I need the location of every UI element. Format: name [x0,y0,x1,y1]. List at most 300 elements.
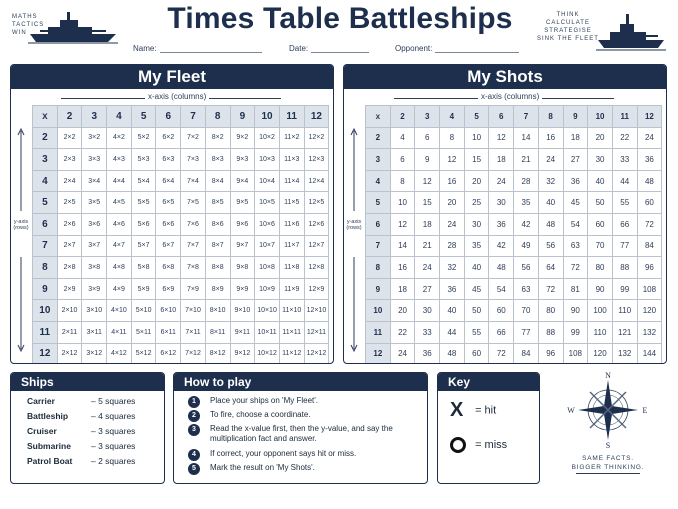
grid-cell[interactable]: 10 [464,127,489,149]
grid-cell[interactable]: 11×6 [279,213,304,235]
grid-cell[interactable]: 4×3 [107,149,132,171]
grid-cell[interactable]: 32 [538,170,563,192]
grid-cell[interactable]: 8×7 [205,235,230,257]
grid-cell[interactable]: 2×8 [57,257,82,279]
grid-cell[interactable]: 80 [538,300,563,322]
grid-cell[interactable]: 56 [538,235,563,257]
grid-cell[interactable]: 12×3 [304,149,329,171]
row-header: 2 [33,127,58,149]
grid-cell[interactable]: 6 [415,127,440,149]
grid-cell[interactable]: 4×12 [107,343,132,364]
grid-cell[interactable]: 18 [489,149,514,171]
grid-cell[interactable]: 12×6 [304,213,329,235]
grid-cell[interactable]: 14 [390,235,415,257]
ship-item: Submarine – 3 squares [27,441,136,451]
grid-cell[interactable]: 108 [637,278,662,300]
grid-cell[interactable]: 24 [415,257,440,279]
y-axis-label: y-axis (rows) [11,127,31,357]
grid-cell[interactable]: 48 [538,213,563,235]
grid-cell[interactable]: 11×4 [279,170,304,192]
grid-cell[interactable]: 11×7 [279,235,304,257]
grid-cell[interactable]: 90 [588,278,613,300]
grid-cell[interactable]: 2×10 [57,300,82,322]
grid-cell[interactable]: 70 [588,235,613,257]
grid-cell[interactable]: 5×8 [131,257,156,279]
grid-cell[interactable]: 5×7 [131,235,156,257]
grid-cell[interactable]: 4×6 [107,213,132,235]
grid-cell[interactable]: 27 [563,149,588,171]
grid-cell[interactable]: 96 [538,343,563,364]
grid-cell[interactable]: 8 [440,127,465,149]
grid-cell[interactable]: 12 [415,170,440,192]
grid-cell[interactable]: 60 [464,343,489,364]
column-header: 2 [390,106,415,128]
grid-cell[interactable]: 63 [563,235,588,257]
grid-cell[interactable]: 7×11 [181,321,206,343]
grid-cell[interactable]: 54 [563,213,588,235]
hit-icon: X [450,399,464,421]
grid-cell[interactable]: 2×11 [57,321,82,343]
grid-cell[interactable]: 11×11 [279,321,304,343]
row-header: 4 [366,170,391,192]
grid-cell[interactable]: 12 [390,213,415,235]
grid-cell[interactable]: 15 [415,192,440,214]
grid-cell[interactable]: 12×11 [304,321,329,343]
grid-cell[interactable]: 5×9 [131,278,156,300]
grid-cell[interactable]: 20 [588,127,613,149]
grid-cell[interactable]: 5×11 [131,321,156,343]
grid-cell[interactable]: 3×8 [82,257,107,279]
row-header: 2 [366,127,391,149]
grid-cell[interactable]: 120 [588,343,613,364]
grid-cell[interactable]: 5×5 [131,192,156,214]
grid-cell[interactable]: 12×9 [304,278,329,300]
grid-cell[interactable]: 66 [489,321,514,343]
row-header: 10 [366,300,391,322]
grid-cell[interactable]: 36 [489,213,514,235]
column-header: 5 [464,106,489,128]
grid-cell[interactable]: 5×4 [131,170,156,192]
grid-cell[interactable]: 8×4 [205,170,230,192]
grid-cell[interactable]: 10×9 [255,278,280,300]
grid-cell[interactable]: 18 [563,127,588,149]
grid-cell[interactable]: 7×9 [181,278,206,300]
column-header: 5 [131,106,156,128]
grid-cell[interactable]: 10×12 [255,343,280,364]
grid-cell[interactable]: 2×6 [57,213,82,235]
grid-cell[interactable]: 63 [514,278,539,300]
grid-cell[interactable]: 9 [415,149,440,171]
grid-cell[interactable]: 4×9 [107,278,132,300]
grid-cell[interactable]: 36 [440,278,465,300]
grid-cell[interactable]: 4×7 [107,235,132,257]
grid-cell[interactable]: 90 [563,300,588,322]
grid-cell[interactable]: 20 [464,170,489,192]
column-header: 4 [107,106,132,128]
ship-item: Patrol Boat – 2 squares [27,456,136,466]
grid-cell[interactable]: 4×11 [107,321,132,343]
grid-cell[interactable]: 110 [588,321,613,343]
grid-cell[interactable]: 9×5 [230,192,255,214]
row-header: 9 [366,278,391,300]
column-header: 8 [538,106,563,128]
grid-cell[interactable]: 15 [464,149,489,171]
grid-cell[interactable]: 11×8 [279,257,304,279]
column-header: 11 [279,106,304,128]
grid-cell[interactable]: 21 [514,149,539,171]
grid-cell[interactable]: 96 [637,257,662,279]
grid-cell[interactable]: 16 [440,170,465,192]
grid-cell[interactable]: 6×3 [156,149,181,171]
grid-cell[interactable]: 3×12 [82,343,107,364]
grid-cell[interactable]: 10×10 [255,300,280,322]
grid-cell[interactable]: 6×8 [156,257,181,279]
row-header: 12 [33,343,58,364]
grid-cell[interactable]: 2×12 [57,343,82,364]
grid-cell[interactable]: 9×10 [230,300,255,322]
grid-cell[interactable]: 36 [637,149,662,171]
grid-cell[interactable]: 44 [440,321,465,343]
grid-cell[interactable]: 88 [538,321,563,343]
grid-cell[interactable]: 81 [563,278,588,300]
grid-cell[interactable]: 33 [415,321,440,343]
grid-cell[interactable]: 8×10 [205,300,230,322]
row-header: 3 [33,149,58,171]
grid-cell[interactable]: 121 [612,321,637,343]
step-item: 4 If correct, your opponent says hit or miss. [188,449,420,459]
grid-cell[interactable]: 9×4 [230,170,255,192]
grid-cell[interactable]: 24 [440,213,465,235]
grid-cell[interactable]: 99 [612,278,637,300]
battleship-icon [596,12,666,52]
grid-cell[interactable]: 24 [637,127,662,149]
grid-cell[interactable]: 9×3 [230,149,255,171]
grid-cell[interactable]: 25 [464,192,489,214]
my-fleet-title: My Fleet [11,65,333,89]
grid-cell[interactable]: 28 [440,235,465,257]
tagline-right: THINK CALCULATE STRATEGISE SINK THE FLEET [537,12,599,42]
grid-cell[interactable]: 10×3 [255,149,280,171]
grid-cell[interactable]: 2×2 [57,127,82,149]
grid-cell[interactable]: 11×9 [279,278,304,300]
grid-cell[interactable]: 7×12 [181,343,206,364]
grid-cell[interactable]: 24 [489,170,514,192]
grid-cell[interactable]: 8×2 [205,127,230,149]
grid-cell[interactable]: 11×10 [279,300,304,322]
grid-cell[interactable]: 3×4 [82,170,107,192]
grid-cell[interactable]: 16 [538,127,563,149]
grid-cell[interactable]: 11×3 [279,149,304,171]
grid-cell[interactable]: 16 [390,257,415,279]
y-axis-label: y-axis (rows) [344,127,364,357]
grid-cell[interactable]: 84 [637,235,662,257]
grid-cell[interactable]: 132 [637,321,662,343]
grid-cell[interactable]: 3×6 [82,213,107,235]
grid-cell[interactable]: 60 [588,213,613,235]
grid-cell[interactable]: 10 [390,192,415,214]
grid-cell[interactable]: 7×5 [181,192,206,214]
tagline-left: MATHS TACTICS WIN [12,14,45,36]
grid-cell[interactable]: 10×6 [255,213,280,235]
grid-cell[interactable]: 56 [514,257,539,279]
grid-cell[interactable]: 12×8 [304,257,329,279]
grid-cell[interactable]: 14 [514,127,539,149]
grid-cell[interactable]: 80 [588,257,613,279]
grid-cell[interactable]: 6×2 [156,127,181,149]
shots-grid [365,105,662,364]
grid-cell[interactable]: 120 [637,300,662,322]
grid-cell[interactable]: 4×4 [107,170,132,192]
grid-cell[interactable]: 36 [563,170,588,192]
grid-cell[interactable]: 77 [514,321,539,343]
grid-cell[interactable]: 6×10 [156,300,181,322]
grid-cell[interactable]: 7×10 [181,300,206,322]
grid-cell[interactable]: 6×6 [156,213,181,235]
grid-cell[interactable]: 12×12 [304,343,329,364]
grid-cell[interactable]: 3×7 [82,235,107,257]
grid-cell[interactable]: 7×3 [181,149,206,171]
column-header: 10 [588,106,613,128]
row-header: 11 [33,321,58,343]
grid-cell[interactable]: 20 [390,300,415,322]
grid-cell[interactable]: 9×11 [230,321,255,343]
grid-cell[interactable]: 54 [489,278,514,300]
grid-cell[interactable]: 6 [390,149,415,171]
grid-cell[interactable]: 6×9 [156,278,181,300]
grid-cell[interactable]: 42 [489,235,514,257]
grid-cell[interactable]: 48 [637,170,662,192]
fleet-grid [32,105,329,364]
grid-cell[interactable]: 60 [489,300,514,322]
opponent-label: Opponent: [395,44,433,53]
grid-cell[interactable]: 50 [464,300,489,322]
grid-cell[interactable]: 9×12 [230,343,255,364]
grid-cell[interactable]: 6×12 [156,343,181,364]
grid-cell[interactable]: 100 [588,300,613,322]
grid-cell[interactable]: 8×8 [205,257,230,279]
grid-cell[interactable]: 7×2 [181,127,206,149]
grid-cell[interactable]: 10×7 [255,235,280,257]
grid-cell[interactable]: 12×4 [304,170,329,192]
grid-cell[interactable]: 99 [563,321,588,343]
grid-cell[interactable]: 72 [538,278,563,300]
grid-cell[interactable]: 10×8 [255,257,280,279]
grid-cell[interactable]: 132 [612,343,637,364]
grid-cell[interactable]: 10×2 [255,127,280,149]
column-header: 3 [415,106,440,128]
grid-cell[interactable]: 18 [415,213,440,235]
date-label: Date: [289,44,309,53]
grid-cell[interactable]: 55 [612,192,637,214]
grid-cell[interactable]: 55 [464,321,489,343]
grid-cell[interactable]: 7×6 [181,213,206,235]
grid-cell[interactable]: 4×8 [107,257,132,279]
grid-cell[interactable]: 2×4 [57,170,82,192]
grid-cell[interactable]: 33 [612,149,637,171]
grid-cell[interactable]: 40 [588,170,613,192]
ship-item: Carrier – 5 squares [27,396,136,406]
grid-cell[interactable]: 7×8 [181,257,206,279]
grid-cell[interactable]: 8×11 [205,321,230,343]
grid-cell[interactable]: 27 [415,278,440,300]
grid-cell[interactable]: 108 [563,343,588,364]
grid-cell[interactable]: 88 [612,257,637,279]
grid-cell[interactable]: 110 [612,300,637,322]
grid-cell[interactable]: 4×5 [107,192,132,214]
key-miss: = miss [450,437,507,453]
grid-cell[interactable]: 3×2 [82,127,107,149]
grid-cell[interactable]: 10×5 [255,192,280,214]
grid-cell[interactable]: 72 [489,343,514,364]
row-header: 7 [33,235,58,257]
grid-cell[interactable]: 9×8 [230,257,255,279]
row-header: 8 [33,257,58,279]
grid-cell[interactable]: 45 [464,278,489,300]
grid-cell[interactable]: 4×10 [107,300,132,322]
grid-cell[interactable]: 22 [390,321,415,343]
grid-cell[interactable]: 2×3 [57,149,82,171]
grid-cell[interactable]: 24 [538,149,563,171]
grid-cell[interactable]: 8×5 [205,192,230,214]
grid-cell[interactable]: 6×4 [156,170,181,192]
my-fleet-panel [10,64,334,364]
grid-cell[interactable]: 8 [390,170,415,192]
row-header: 11 [366,321,391,343]
grid-cell[interactable]: 84 [514,343,539,364]
grid-cell[interactable]: 20 [440,192,465,214]
grid-cell[interactable]: 3×10 [82,300,107,322]
grid-cell[interactable]: 28 [514,170,539,192]
grid-cell[interactable]: 50 [588,192,613,214]
grid-cell[interactable]: 22 [612,127,637,149]
grid-cell[interactable]: 77 [612,235,637,257]
grid-cell[interactable]: 72 [563,257,588,279]
grid-cell[interactable]: 12×5 [304,192,329,214]
ships-box [10,372,165,484]
grid-cell[interactable]: 2×9 [57,278,82,300]
ship-item: Cruiser – 3 squares [27,426,136,436]
grid-cell[interactable]: 7×7 [181,235,206,257]
row-header: 8 [366,257,391,279]
row-header: 6 [33,213,58,235]
compass-rose-icon [560,372,656,448]
grid-cell[interactable]: 70 [514,300,539,322]
grid-cell[interactable]: 9×6 [230,213,255,235]
grid-cell[interactable]: 144 [637,343,662,364]
name-field[interactable] [133,44,262,53]
miss-icon [450,437,466,453]
grid-cell[interactable]: 8×6 [205,213,230,235]
grid-cell[interactable]: 9×7 [230,235,255,257]
column-header: 7 [514,106,539,128]
grid-cell[interactable]: 42 [514,213,539,235]
grid-cell[interactable]: 35 [464,235,489,257]
grid-cell[interactable]: 11×2 [279,127,304,149]
grid-cell[interactable]: 12×2 [304,127,329,149]
step-item: 5 Mark the result on 'My Shots'. [188,463,420,473]
column-header: 12 [637,106,662,128]
column-header: 8 [205,106,230,128]
grid-cell[interactable]: 5×2 [131,127,156,149]
grid-cell[interactable]: 12×10 [304,300,329,322]
grid-cell[interactable]: 11×12 [279,343,304,364]
ships-title: Ships [11,373,164,391]
grid-cell[interactable]: 5×6 [131,213,156,235]
grid-cell[interactable]: 21 [415,235,440,257]
grid-cell[interactable]: 4×2 [107,127,132,149]
grid-cell[interactable]: 48 [489,257,514,279]
grid-cell[interactable]: 6×7 [156,235,181,257]
grid-cell[interactable]: 5×10 [131,300,156,322]
ship-item: Battleship – 4 squares [27,411,136,421]
row-header: 7 [366,235,391,257]
grid-cell[interactable]: 24 [390,343,415,364]
grid-cell[interactable]: 2×5 [57,192,82,214]
grid-cell[interactable]: 6×11 [156,321,181,343]
opponent-field[interactable] [395,44,519,53]
grid-cell[interactable]: 40 [464,257,489,279]
grid-cell[interactable]: 12 [489,127,514,149]
grid-cell[interactable]: 48 [440,343,465,364]
grid-cell[interactable]: 2×7 [57,235,82,257]
grid-cell[interactable]: 3×9 [82,278,107,300]
grid-cell[interactable]: 11×5 [279,192,304,214]
grid-cell[interactable]: 8×12 [205,343,230,364]
column-header: 6 [489,106,514,128]
date-field[interactable] [289,44,369,53]
grid-cell[interactable]: 64 [538,257,563,279]
grid-cell[interactable]: 30 [415,300,440,322]
grid-cell[interactable]: 5×3 [131,149,156,171]
grid-cell[interactable]: 9×2 [230,127,255,149]
grid-cell[interactable]: 12×7 [304,235,329,257]
grid-cell[interactable]: 9×9 [230,278,255,300]
grid-cell[interactable]: 8×9 [205,278,230,300]
grid-cell[interactable]: 3×11 [82,321,107,343]
grid-cell[interactable]: 8×3 [205,149,230,171]
grid-cell[interactable]: 7×4 [181,170,206,192]
grid-cell[interactable]: 40 [440,300,465,322]
grid-cell[interactable]: 44 [612,170,637,192]
grid-cell[interactable]: 30 [588,149,613,171]
grid-cell[interactable]: 12 [440,149,465,171]
column-header: 9 [230,106,255,128]
grid-cell[interactable]: 72 [637,213,662,235]
grid-cell[interactable]: 5×12 [131,343,156,364]
grid-cell[interactable]: 30 [464,213,489,235]
grid-cell[interactable]: 30 [489,192,514,214]
grid-cell[interactable]: 66 [612,213,637,235]
column-header: 10 [255,106,280,128]
grid-cell[interactable]: 45 [563,192,588,214]
grid-cell[interactable]: 36 [415,343,440,364]
grid-cell[interactable]: 10×4 [255,170,280,192]
grid-cell[interactable]: 60 [637,192,662,214]
grid-cell[interactable]: 40 [538,192,563,214]
row-header: 4 [33,170,58,192]
grid-cell[interactable]: 6×5 [156,192,181,214]
grid-cell[interactable]: 3×3 [82,149,107,171]
column-header: 11 [612,106,637,128]
grid-cell[interactable]: 49 [514,235,539,257]
grid-cell[interactable]: 18 [390,278,415,300]
grid-cell[interactable]: 10×11 [255,321,280,343]
grid-cell[interactable]: 3×5 [82,192,107,214]
row-header: 3 [366,149,391,171]
grid-cell[interactable]: 4 [390,127,415,149]
grid-cell[interactable]: 32 [440,257,465,279]
grid-cell[interactable]: 35 [514,192,539,214]
